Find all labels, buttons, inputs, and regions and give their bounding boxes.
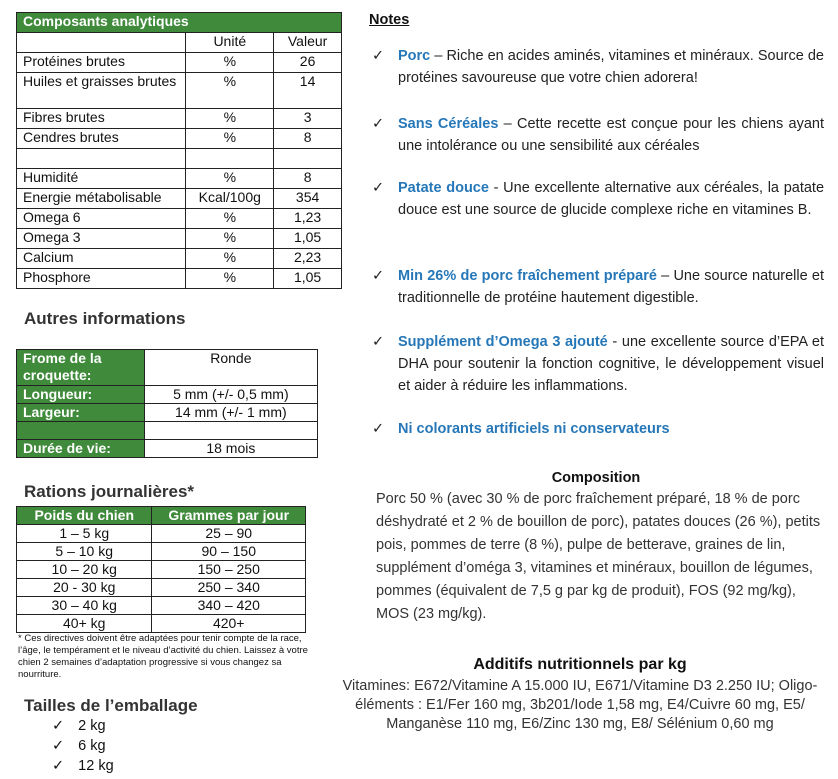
analytical-label: Humidité bbox=[17, 169, 186, 189]
rations-title: Rations journalières* bbox=[24, 482, 195, 501]
other-info-label: Durée de vie: bbox=[17, 440, 145, 458]
other-info-value: 14 mm (+/- 1 mm) bbox=[144, 404, 317, 422]
note-text bbox=[398, 45, 824, 89]
packaging-size-item bbox=[52, 716, 114, 736]
rations-footnote: * Ces directives doivent être adaptées pour tenir compte de la race, l’âge, le tempérament et le niveau d’activité du chien. Laissez à votre chien 2 semaines d’adaptation progressive si vous changez sa nourriture. bbox=[18, 633, 308, 680]
note-text bbox=[398, 177, 824, 221]
analytical-row bbox=[17, 149, 342, 169]
other-info-row bbox=[17, 422, 318, 440]
check-icon: ✓ bbox=[372, 48, 385, 64]
note-text bbox=[398, 331, 824, 397]
packaging-size-item bbox=[52, 736, 114, 756]
rations-weight: 30 – 40 kg bbox=[17, 597, 152, 615]
note-text bbox=[398, 113, 824, 157]
analytical-value: 14 bbox=[274, 73, 342, 109]
rations-row bbox=[17, 597, 306, 615]
rations-weight: 10 – 20 kg bbox=[17, 561, 152, 579]
check-icon: ✓ bbox=[52, 718, 65, 734]
analytical-unit: % bbox=[186, 169, 274, 189]
additives-title: Additifs nutritionnels par kg bbox=[473, 656, 687, 673]
rations-row bbox=[17, 525, 306, 543]
analytical-row bbox=[17, 129, 342, 149]
rations-weight: 5 – 10 kg bbox=[17, 543, 152, 561]
check-icon: ✓ bbox=[52, 738, 65, 754]
additives-text: Vitamines: E672/Vitamine A 15.000 IU, E671/Vitamine D3 2.250 IU; Oligo-éléments : E1/Fer 160 mg, 3b201/Iode 1,58 mg, E4/Cuivre 60 mg, E5/ Manganèse 110 mg, E6/Zinc 130 mg, E8/ Sélénium 0,60 mg bbox=[342, 678, 818, 732]
analytical-label: Omega 6 bbox=[17, 209, 186, 229]
rations-weight: 40+ kg bbox=[17, 615, 152, 633]
analytical-value: 1,05 bbox=[274, 269, 342, 289]
other-info-value: 18 mois bbox=[144, 440, 317, 458]
analytical-value: 1,23 bbox=[274, 209, 342, 229]
analytical-row bbox=[17, 169, 342, 189]
analytical-unit: % bbox=[186, 229, 274, 249]
analytical-value: 3 bbox=[274, 109, 342, 129]
analytical-row bbox=[17, 189, 342, 209]
analytical-row bbox=[17, 229, 342, 249]
note-text bbox=[398, 265, 824, 309]
analytical-value: 8 bbox=[274, 169, 342, 189]
rations-weight: 1 – 5 kg bbox=[17, 525, 152, 543]
packaging-title: Tailles de l’emballage bbox=[24, 696, 198, 715]
analytical-label: Protéines brutes bbox=[17, 53, 186, 73]
analytical-label bbox=[17, 149, 186, 169]
composition-text: Porc 50 % (avec 30 % de porc fraîchement préparé, 18 % de porc déshydraté et 2 % de bouillon de porc), patates douces (26 %), petits pois, pommes de terre (8 %), pulpe de betterave, graines de lin, supplément d’oméga 3, vitamines et minéraux, bouillon de légumes, pommes (équivalent de 7,5 g par kg de produit), FOS (92 mg/kg), MOS (23 mg/kg). bbox=[376, 491, 821, 622]
note-head: Ni colorants artificiels ni conservateurs bbox=[398, 421, 670, 437]
analytical-table bbox=[16, 12, 342, 289]
rations-weight: 20 - 30 kg bbox=[17, 579, 152, 597]
rations-grams: 420+ bbox=[152, 615, 306, 633]
rations-grams: 90 – 150 bbox=[152, 543, 306, 561]
analytical-value: 26 bbox=[274, 53, 342, 73]
other-info-row bbox=[17, 350, 318, 386]
analytical-row bbox=[17, 209, 342, 229]
note-body: – Cette recette est conçue pour les chiens ayant une intolérance ou une sensibilité aux céréales bbox=[398, 116, 824, 154]
other-info-label: Largeur: bbox=[17, 404, 145, 422]
note-body: - une excellente source d’EPA et DHA pour soutenir la fonction cognitive, le développement visuel et aider à réduire les inflammations. bbox=[398, 334, 825, 394]
note-head: Sans Céréales bbox=[398, 116, 499, 132]
other-info-label: Frome de la croquette: bbox=[17, 350, 145, 386]
analytical-label: Phosphore bbox=[17, 269, 186, 289]
note-item bbox=[372, 265, 824, 309]
analytical-label: Calcium bbox=[17, 249, 186, 269]
note-head: Min 26% de porc fraîchement préparé bbox=[398, 268, 657, 284]
rations-table bbox=[16, 506, 306, 633]
analytical-value: 354 bbox=[274, 189, 342, 209]
analytical-value: 8 bbox=[274, 129, 342, 149]
check-icon: ✓ bbox=[372, 180, 385, 196]
check-icon: ✓ bbox=[372, 116, 385, 132]
analytical-value: 1,05 bbox=[274, 229, 342, 249]
rations-grams: 340 – 420 bbox=[152, 597, 306, 615]
other-info-value: Ronde bbox=[144, 350, 317, 386]
rations-grams: 150 – 250 bbox=[152, 561, 306, 579]
other-info-title: Autres informations bbox=[24, 309, 186, 328]
note-head: Patate douce bbox=[398, 180, 489, 196]
other-info-value bbox=[144, 422, 317, 440]
analytical-label: Omega 3 bbox=[17, 229, 186, 249]
col-unit: Unité bbox=[186, 33, 274, 53]
other-info-value: 5 mm (+/- 0,5 mm) bbox=[144, 386, 317, 404]
col-grams: Grammes par jour bbox=[152, 507, 306, 525]
rations-grams: 250 – 340 bbox=[152, 579, 306, 597]
analytical-label: Energie métabolisable bbox=[17, 189, 186, 209]
note-item bbox=[372, 45, 824, 89]
other-info-row bbox=[17, 386, 318, 404]
other-info-row bbox=[17, 440, 318, 458]
note-body: – Une source naturelle et traditionnelle de protéine hautement digestible. bbox=[398, 268, 824, 306]
analytical-unit: % bbox=[186, 73, 274, 109]
analytical-label: Fibres brutes bbox=[17, 109, 186, 129]
packaging-size: 6 kg bbox=[78, 738, 106, 754]
note-item bbox=[372, 113, 824, 157]
check-icon: ✓ bbox=[372, 268, 385, 284]
other-info-row bbox=[17, 404, 318, 422]
check-icon: ✓ bbox=[372, 334, 385, 350]
check-icon: ✓ bbox=[372, 421, 385, 437]
note-body: - Une excellente alternative aux céréales, la patate douce est une source de glucide complexe riche en vitamines B. bbox=[398, 180, 825, 218]
note-head: Supplément d’Omega 3 ajouté bbox=[398, 334, 608, 350]
packaging-size-item bbox=[52, 756, 114, 776]
analytical-value bbox=[274, 149, 342, 169]
note-body: – Riche en acides aminés, vitamines et minéraux. Source de protéines savoureuse que votre chien adorera! bbox=[398, 48, 824, 86]
analytical-title: Composants analytiques bbox=[17, 13, 342, 33]
analytical-row bbox=[17, 53, 342, 73]
analytical-unit: % bbox=[186, 209, 274, 229]
packaging-size: 2 kg bbox=[78, 718, 106, 734]
analytical-label: Huiles et graisses brutes bbox=[17, 73, 186, 109]
note-head: Porc bbox=[398, 48, 431, 64]
col-weight: Poids du chien bbox=[17, 507, 152, 525]
packaging-sizes bbox=[52, 716, 114, 776]
analytical-unit: Kcal/100g bbox=[186, 189, 274, 209]
col-value: Valeur bbox=[274, 33, 342, 53]
analytical-value: 2,23 bbox=[274, 249, 342, 269]
analytical-unit: % bbox=[186, 249, 274, 269]
analytical-row bbox=[17, 109, 342, 129]
analytical-unit: % bbox=[186, 109, 274, 129]
rations-row bbox=[17, 561, 306, 579]
note-text bbox=[398, 418, 824, 440]
notes-title: Notes bbox=[369, 12, 410, 28]
note-item bbox=[372, 418, 824, 440]
analytical-label: Cendres brutes bbox=[17, 129, 186, 149]
note-item bbox=[372, 331, 824, 397]
analytical-unit bbox=[186, 149, 274, 169]
analytical-row bbox=[17, 249, 342, 269]
rations-row bbox=[17, 543, 306, 561]
analytical-unit: % bbox=[186, 129, 274, 149]
other-info-label bbox=[17, 422, 145, 440]
rations-row bbox=[17, 615, 306, 633]
composition-title: Composition bbox=[551, 470, 641, 486]
other-info-label: Longueur: bbox=[17, 386, 145, 404]
analytical-row bbox=[17, 269, 342, 289]
note-item bbox=[372, 177, 824, 221]
rations-row bbox=[17, 579, 306, 597]
other-info-table bbox=[16, 349, 318, 458]
rations-grams: 25 – 90 bbox=[152, 525, 306, 543]
analytical-unit: % bbox=[186, 53, 274, 73]
packaging-size: 12 kg bbox=[78, 758, 114, 774]
check-icon: ✓ bbox=[52, 758, 65, 774]
analytical-row bbox=[17, 73, 342, 109]
analytical-unit: % bbox=[186, 269, 274, 289]
